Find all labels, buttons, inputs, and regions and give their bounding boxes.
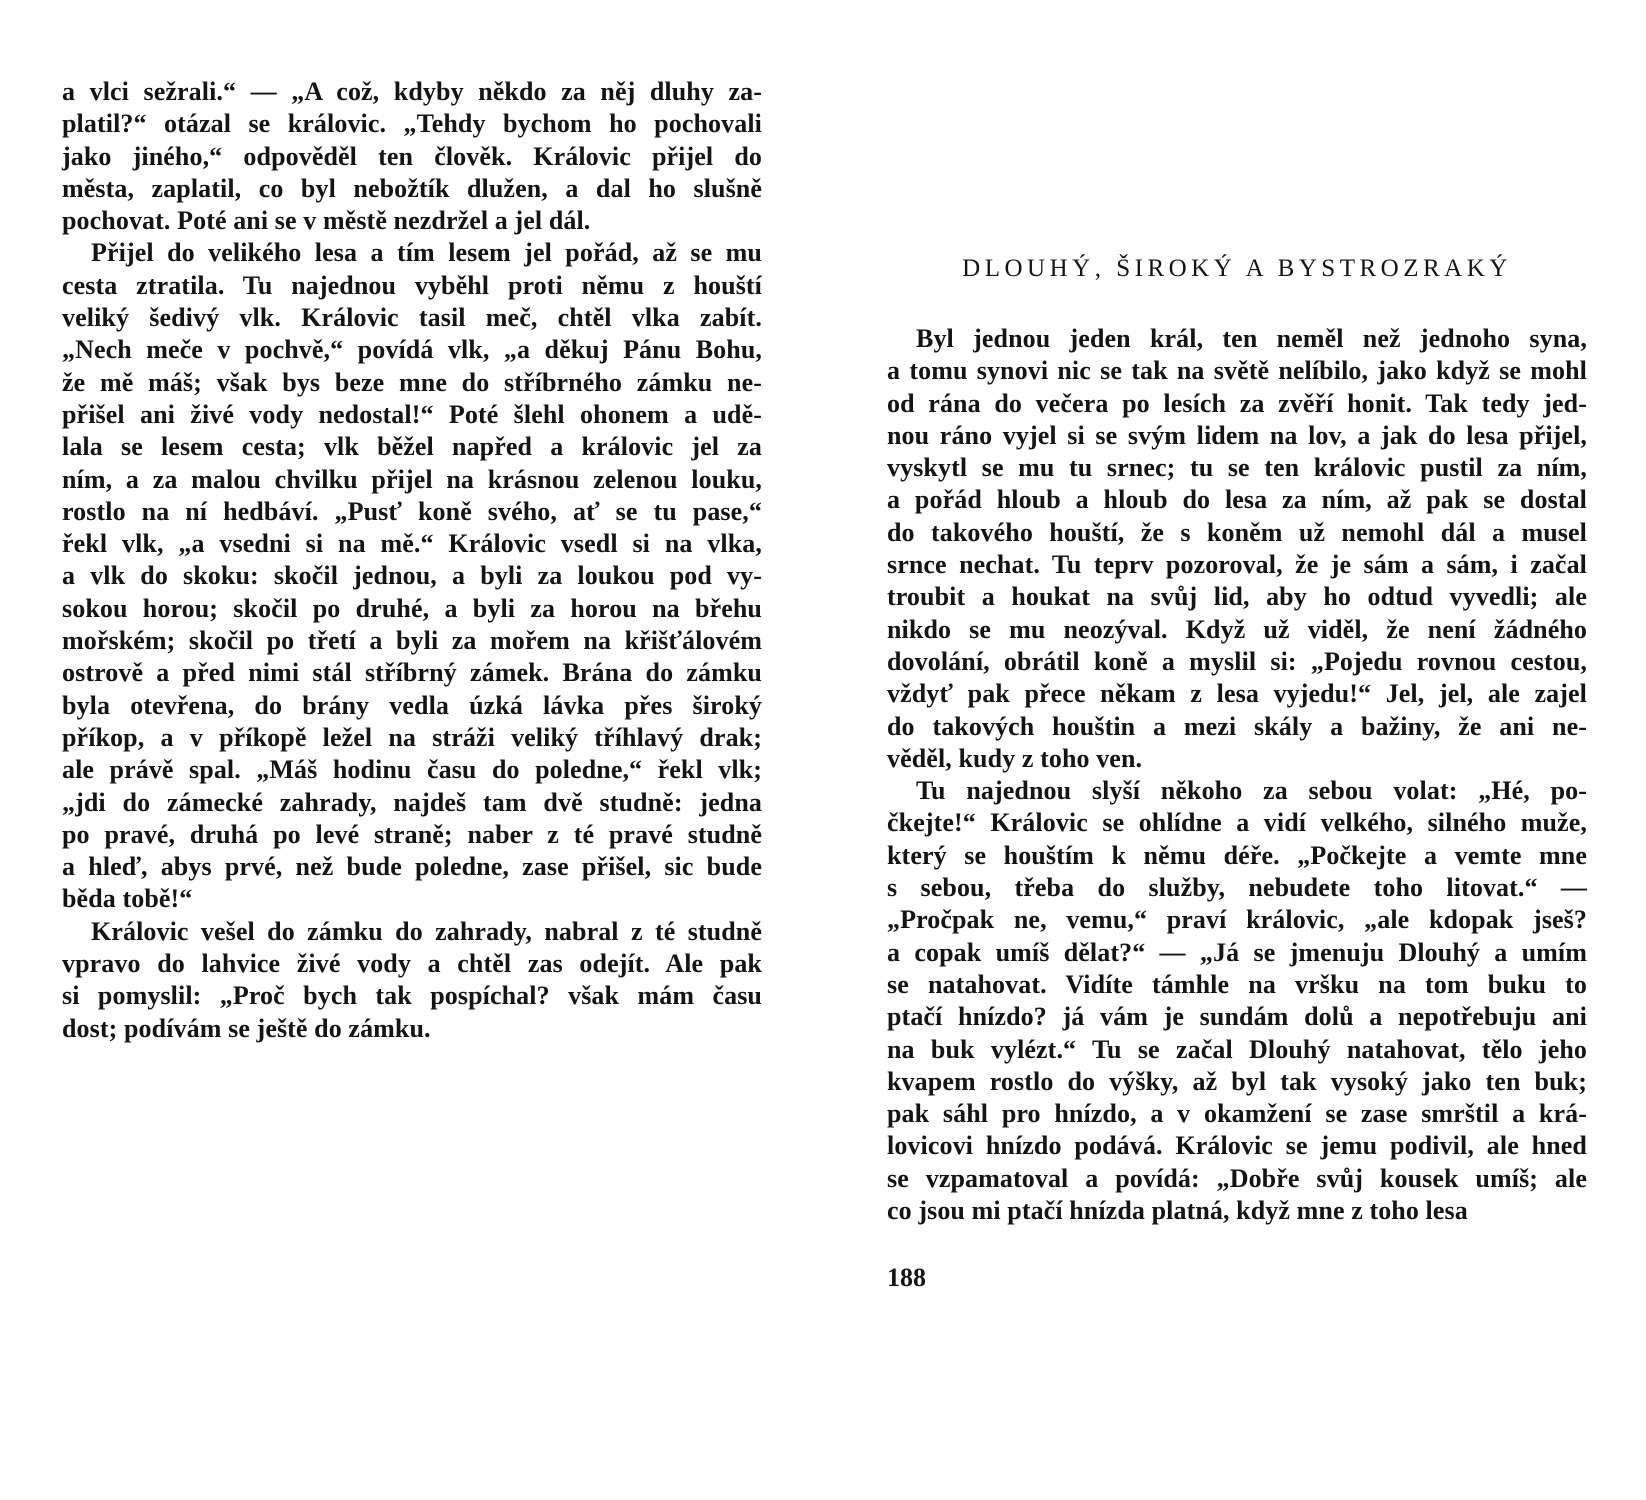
text-line: se vzpamatoval a povídá: „Dobře svůj kousek umíš; ale <box>887 1163 1587 1193</box>
text-line: města, zaplatil, co byl nebožtík dlužen, a dal ho slušně <box>62 173 762 203</box>
text-line: pochovat. Poté ani se v městě nezdržel a jel dál. <box>62 206 591 236</box>
text-line: čkejte!“ Královic se ohlídne a vidí velkého, silného muže, <box>887 808 1587 838</box>
text-line: od rána do večera po lesích za zvěří honit. Tak tedy jed- <box>887 388 1587 418</box>
text-line: Královic vešel do zámku do zahrady, nabral z té studně <box>91 916 762 946</box>
text-line: pak sáhl pro hnízdo, a v okamžení se zase smrštil a krá- <box>887 1099 1587 1129</box>
text-line: příkop, a v příkopě ležel na stráži veliký tříhlavý drak; <box>62 722 762 752</box>
text-line: se natahovat. Vidíte támhle na vršku na tom buku to <box>887 969 1587 999</box>
text-line: vpravo do lahvice živé vody a chtěl zas odejít. Ale pak <box>62 949 762 979</box>
text-line: Přijel do velikého lesa a tím lesem jel pořád, až se mu <box>91 238 762 268</box>
text-line: a copak umíš dělat?“ — „Já se jmenuju Dlouhý a umím <box>887 937 1587 967</box>
page-number: 188 <box>887 1263 926 1292</box>
text-line: co jsou mi ptačí hnízda platná, když mne z toho lesa <box>887 1196 1468 1226</box>
text-line: jako jiného,“ odpověděl ten člověk. Královic přijel do <box>62 141 762 171</box>
left-page-text <box>62 76 762 1045</box>
text-line: vyskytl se mu tu srnec; tu se ten královic pustil za ním, <box>887 453 1587 483</box>
text-line: nou ráno vyjel si se svým lidem na lov, a jak do lesa přijel, <box>887 420 1587 450</box>
text-line: vždyť pak přece někam z lesa vyjedu!“ Jel, jel, ale zajel <box>887 679 1587 709</box>
text-line: na buk vylézt.“ Tu se začal Dlouhý natahovat, tělo jeho <box>887 1034 1587 1064</box>
text-line: a tomu synovi nic se tak na světě nelíbilo, jako když se mohl <box>887 356 1587 386</box>
text-line: si pomyslil: „Proč bych tak pospíchal? však mám času <box>62 981 762 1011</box>
text-line: mořském; skočil po třetí a byli za mořem na křišťálovém <box>62 626 762 656</box>
text-line: ale právě spal. „Máš hodinu času do poledne,“ řekl vlk; <box>62 755 762 785</box>
text-line: dost; podívám se ještě do zámku. <box>62 1013 431 1043</box>
text-line: rostlo na ní hedbáví. „Pusť koně svého, ať se tu pase,“ <box>62 496 762 526</box>
text-line: nikdo se mu neozýval. Když už viděl, že není žádného <box>887 614 1587 644</box>
text-line: veliký šedivý vlk. Královic tasil meč, chtěl vlka zabít. <box>62 303 762 333</box>
text-line: Byl jednou jeden král, ten neměl než jednoho syna, <box>916 324 1587 353</box>
text-line: lala se lesem cesta; vlk běžel napřed a královic jel za <box>62 432 762 462</box>
text-line: ptačí hnízdo? já vám je sundám dolů a nepotřebuju ani <box>887 1002 1587 1032</box>
text-line: dovolání, obrátil koně a myslil si: „Pojedu rovnou cestou, <box>887 646 1587 676</box>
text-line: cesta ztratila. Tu najednou vyběhl proti němu z houští <box>62 270 762 300</box>
paragraph <box>62 76 762 237</box>
text-line: ním, a za malou chvilku přijel na krásnou zelenou louku, <box>62 464 762 494</box>
text-line: ostrově a před nimi stál stříbrný zámek. Brána do zámku <box>62 658 762 688</box>
text-line: „jdi do zámecké zahrady, najdeš tam dvě studně: jedna <box>62 787 762 817</box>
text-line: lovicovi hnízdo podává. Královic se jemu podivil, ale hned <box>887 1131 1587 1161</box>
text-line: kvapem rostlo do výšky, až byl tak vysoký jako ten buk; <box>887 1066 1587 1096</box>
text-line: srnce nechat. Tu teprv pozoroval, že je sám a sám, i začal <box>887 550 1587 580</box>
text-line: platil?“ otázal se královic. „Tehdy bychom ho pochovali <box>62 109 762 139</box>
text-line: do takového houští, že s koněm už nemohl dál a musel <box>887 517 1587 547</box>
text-line: věděl, kudy z toho ven. <box>887 743 1143 773</box>
paragraph <box>62 916 762 1045</box>
text-line: a vlci sežrali.“ — „A což, kdyby někdo za něj dluhy za- <box>62 77 762 106</box>
text-line: po pravé, druhá po levé straně; naber z té pravé studně <box>62 819 762 849</box>
text-line: a hleď, abys prvé, než bude poledne, zase přišel, sic bude <box>62 852 762 882</box>
text-line: a pořád hloub a hloub do lesa za ním, až pak se dostal <box>887 485 1587 515</box>
text-line: a vlk do skoku: skočil jednou, a byli za loukou pod vy- <box>62 561 762 591</box>
right-page-text <box>887 323 1587 1227</box>
paragraph <box>62 237 762 915</box>
text-line: „Pročpak ne, vemu,“ praví královic, „ale kdopak jseš? <box>887 905 1587 935</box>
text-line: Tu najednou slyší někoho za sebou volat: „Hé, po- <box>916 776 1587 806</box>
text-line: troubit a houkat na svůj lid, aby ho odtud vyvedli; ale <box>887 582 1587 612</box>
text-line: že mě máš; však bys beze mne do stříbrného zámku ne- <box>62 367 762 397</box>
text-line: do takových houštin a mezi skály a bažiny, že ani ne- <box>887 711 1587 741</box>
text-line: řekl vlk, „a vsedni si na mě.“ Královic vsedl si na vlka, <box>62 529 762 559</box>
text-line: přišel ani živé vody nedostal!“ Poté šlehl ohonem a udě- <box>62 399 762 429</box>
text-line: byla otevřena, do brány vedla úzká lávka přes široký <box>62 690 762 720</box>
text-line: „Nech meče v pochvě,“ povídá vlk, „a děkuj Pánu Bohu, <box>62 335 762 365</box>
text-line: běda tobě!“ <box>62 884 193 914</box>
chapter-title: DLOUHÝ, ŠIROKÝ A BYSTROZRAKÝ <box>962 255 1512 282</box>
text-line: s sebou, třeba do služby, nebudete toho litovat.“ — <box>887 873 1587 903</box>
text-line: sokou horou; skočil po druhé, a byli za horou na břehu <box>62 593 762 623</box>
text-line: který se houštím k němu déře. „Počkejte a vemte mne <box>887 840 1587 870</box>
paragraph <box>887 775 1587 1227</box>
paragraph <box>887 323 1587 775</box>
